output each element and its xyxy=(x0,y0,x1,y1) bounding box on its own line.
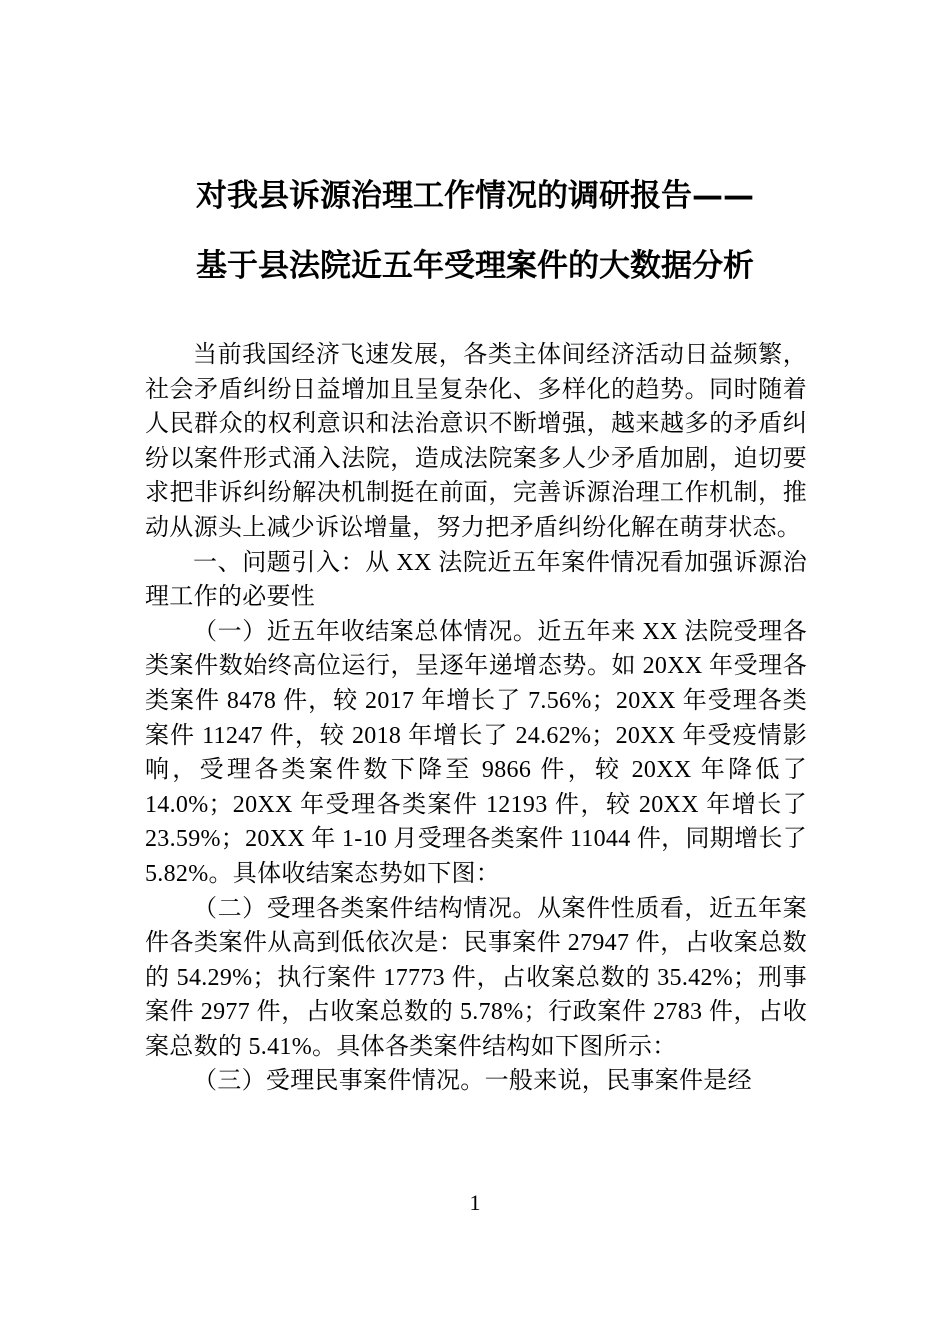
document-body xyxy=(145,338,807,1099)
document-title-line-2: 基于县法院近五年受理案件的大数据分析 xyxy=(196,248,754,284)
paragraph-case-structure: （二）受理各类案件结构情况。从案件性质看，近五年案件各类案件从高到低依次是：民事案件 27947 件，占收案总数的 54.29%；执行案件 17773 件，占收案总数的 35.42%；刑事案件 2977 件，占收案总数的 5.78%；行政案件 2783 件，占收案总数的 5.41%。具体各类案件结构如下图所示： xyxy=(145,895,807,1060)
paragraph-civil-cases: （三）受理民事案件情况。一般来说，民事案件是经 xyxy=(193,1068,752,1095)
paragraph-case-overview: （一）近五年收结案总体情况。近五年来 XX 法院受理各类案件数始终高位运行，呈逐年递增态势。如 20XX 年受理各类案件 8478 件，较 2017 年增长了 7.56%；20XX 年受理各类案件 11247 件，较 2018 年增长了 24.62%；20XX 年受疫情影响，受理各类案件数下降至 9866 件，较 20XX 年降低了 14.0%；20XX 年受理各类案件 12193 件，较 20XX 年增长了 23.59%；20XX 年 1-10 月受理各类案件 11044 件，同期增长了 5.82%。具体收结案态势如下图： xyxy=(145,618,807,887)
section-heading-1: 一、问题引入：从 XX 法院近五年案件情况看加强诉源治理工作的必要性 xyxy=(145,549,807,611)
page-number: 1 xyxy=(469,1190,481,1215)
document-title-line-1: 对我县诉源治理工作情况的调研报告—— xyxy=(196,178,754,214)
paragraph-intro: 当前我国经济飞速发展，各类主体间经济活动日益频繁，社会矛盾纠纷日益增加且呈复杂化、多样化的趋势。同时随着人民群众的权利意识和法治意识不断增强，越来越多的矛盾纠纷以案件形式涌入法院，造成法院案多人少矛盾加剧，迫切要求把非诉纠纷解决机制挺在前面，完善诉源治理工作机制，推动从源头上减少诉讼增量，努力把矛盾纠纷化解在萌芽状态。 xyxy=(145,342,807,541)
